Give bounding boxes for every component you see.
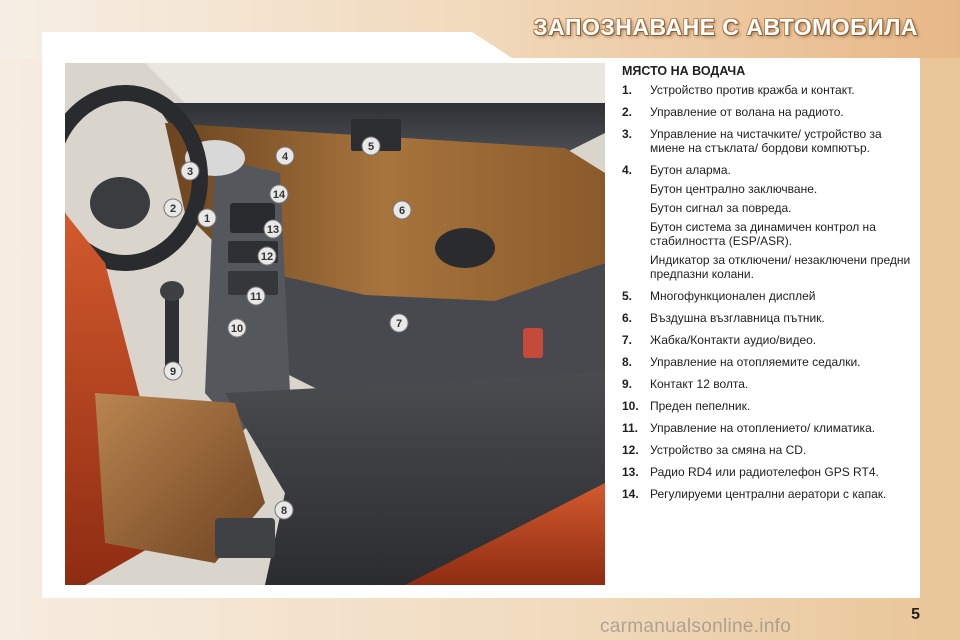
legend-item-number: 2. (622, 105, 633, 119)
legend-item (622, 83, 912, 97)
legend-item-number: 3. (622, 127, 633, 141)
legend-item-text (650, 333, 912, 347)
legend-item-line: Бутон система за динамичен контрол на стабилността (ESP/ASR). (650, 220, 876, 248)
legend-item-number: 11. (622, 421, 639, 435)
legend-item (622, 421, 912, 435)
callout-11-label: 11 (250, 291, 262, 303)
legend-item (622, 399, 912, 413)
legend-item-line: Бутон централно заключване. (650, 182, 818, 196)
heated-seat-switch (523, 328, 543, 358)
legend-item (622, 163, 912, 281)
legend-item-line: Въздушна възглавница пътник. (650, 311, 825, 325)
legend-item-number: 5. (622, 289, 633, 303)
legend-item-line: Управление от волана на радиото. (650, 105, 844, 119)
legend-item-line: Бутон сигнал за повреда. (650, 201, 792, 215)
legend-item (622, 377, 912, 391)
callout-2 (164, 199, 182, 217)
legend-item (622, 289, 912, 303)
legend-item-text (650, 311, 912, 325)
windshield (145, 63, 605, 103)
gear-knob (160, 281, 184, 301)
legend-item-line: Преден пепелник. (650, 399, 751, 413)
callout-6-label: 6 (398, 205, 406, 217)
legend-item-text (650, 355, 912, 369)
legend-item-line: Многофункционален дисплей (650, 289, 816, 303)
legend-item-text (650, 83, 912, 97)
callout-8 (275, 501, 293, 519)
callout-4-label: 4 (281, 151, 289, 163)
steering-hub (90, 177, 150, 229)
legend-item-line: Устройство за смяна на CD. (650, 443, 807, 457)
legend-content (622, 64, 912, 509)
legend-item-text (650, 399, 912, 413)
callout-12-label: 12 (260, 251, 274, 263)
legend-item-number: 10. (622, 399, 639, 413)
legend-item-number: 4. (622, 163, 633, 177)
callout-6 (393, 201, 411, 219)
legend-item (622, 105, 912, 119)
legend-item (622, 127, 912, 155)
callout-5 (362, 137, 380, 155)
callout-12 (258, 247, 276, 265)
callout-9 (164, 362, 182, 380)
legend-item-text (650, 105, 912, 119)
legend-item-number: 12. (622, 443, 639, 457)
legend-item-line: Устройство против кражба и контакт. (650, 83, 855, 97)
passenger-vent (435, 228, 495, 268)
callout-13-label: 13 (266, 224, 280, 236)
legend-item-line: Управление на отоплението/ климатика. (650, 421, 876, 435)
page-title: ЗАПОЗНАВАНЕ С АВТОМОБИЛА (533, 14, 918, 40)
legend-item-line: Радио RD4 или радиотелефон GPS RT4. (650, 465, 879, 479)
callout-9-label: 9 (169, 366, 177, 378)
dashboard-illustration (65, 63, 605, 585)
legend-item (622, 311, 912, 325)
legend-item-line: Регулируеми централни аератори с капак. (650, 487, 887, 501)
legend-item (622, 465, 912, 479)
callout-3-label: 3 (186, 166, 194, 178)
legend-item-line: Бутон аларма. (650, 163, 731, 177)
dashboard-svg (65, 63, 605, 585)
legend-item-text (650, 487, 912, 501)
legend-item-number: 7. (622, 333, 633, 347)
legend-item-text (650, 421, 912, 435)
callout-13 (264, 220, 282, 238)
legend-item-number: 8. (622, 355, 633, 369)
callout-7-label: 7 (395, 318, 403, 330)
legend-item-number: 14. (622, 487, 639, 501)
callout-10-label: 10 (230, 323, 244, 335)
section-title: МЯСТО НА ВОДАЧА (622, 64, 746, 78)
legend-item-number: 13. (622, 465, 639, 479)
legend-item-line: Управление на чистачките/ устройство за миене на стъклата/ бордови компютър. (650, 127, 882, 155)
watermark-text: carmanualsonline.info (600, 616, 792, 637)
legend-item-number: 1. (622, 83, 633, 97)
legend-item-text (650, 377, 912, 391)
legend-item (622, 333, 912, 347)
rear-console (215, 518, 275, 558)
callout-14 (270, 185, 288, 203)
callout-1 (198, 209, 216, 227)
legend-item-number: 6. (622, 311, 633, 325)
callout-2-label: 2 (169, 203, 177, 215)
legend-item-text (650, 465, 912, 479)
callout-11 (247, 287, 265, 305)
callout-4 (276, 147, 294, 165)
legend-item-text (650, 127, 912, 155)
legend-item-line: Контакт 12 волта. (650, 377, 749, 391)
legend-list (622, 83, 912, 501)
legend-item-line: Индикатор за отключени/ незаключени предни предпазни колани. (650, 253, 911, 281)
callout-5-label: 5 (367, 141, 375, 153)
legend-item (622, 355, 912, 369)
callout-8-label: 8 (280, 505, 288, 517)
callout-1-label: 1 (203, 213, 211, 225)
page-number: 5 (911, 606, 920, 623)
legend-item-line: Управление на отопляемите седалки. (650, 355, 861, 369)
legend-item-line: Жабка/Контакти аудио/видео. (650, 333, 817, 347)
callout-10 (228, 319, 246, 337)
legend-item-number: 9. (622, 377, 633, 391)
legend-item-text (650, 289, 912, 303)
callout-7 (390, 314, 408, 332)
legend-item-text (650, 443, 912, 457)
legend-item (622, 487, 912, 501)
callout-14-label: 14 (272, 189, 286, 201)
legend-item (622, 443, 912, 457)
callout-3 (181, 162, 199, 180)
legend-item-text (650, 163, 912, 281)
gear-lever (165, 293, 179, 373)
